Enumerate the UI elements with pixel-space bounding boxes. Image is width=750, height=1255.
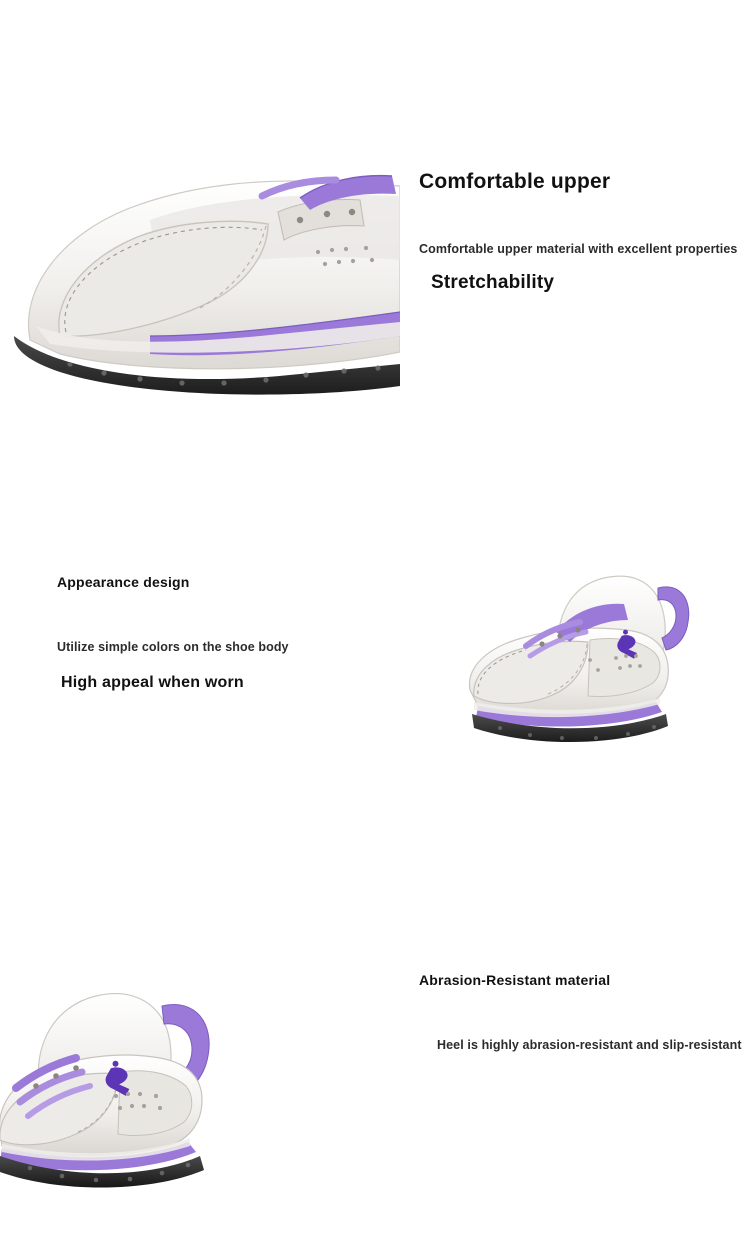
section-appearance-design xyxy=(0,470,750,890)
section-body-text: Utilize simple colors on the shoe body xyxy=(57,640,289,654)
shoe-closeup-image xyxy=(0,140,400,405)
section-heading: Abrasion-Resistant material xyxy=(419,972,611,988)
shoe-rear-image xyxy=(0,970,250,1200)
section-comfortable-upper xyxy=(0,0,750,470)
section-subheading: High appeal when worn xyxy=(61,674,244,691)
section-body-text: Heel is highly abrasion-resistant and slip-resistant xyxy=(437,1038,742,1052)
section-abrasion-resistant xyxy=(0,890,750,1255)
section-heading: Comfortable upper xyxy=(419,170,611,193)
section-heading: Appearance design xyxy=(57,574,190,590)
section-subheading: Stretchability xyxy=(431,272,555,293)
shoe-side-image xyxy=(430,560,720,760)
section-body-text: Comfortable upper material with excellent properties xyxy=(419,242,738,256)
